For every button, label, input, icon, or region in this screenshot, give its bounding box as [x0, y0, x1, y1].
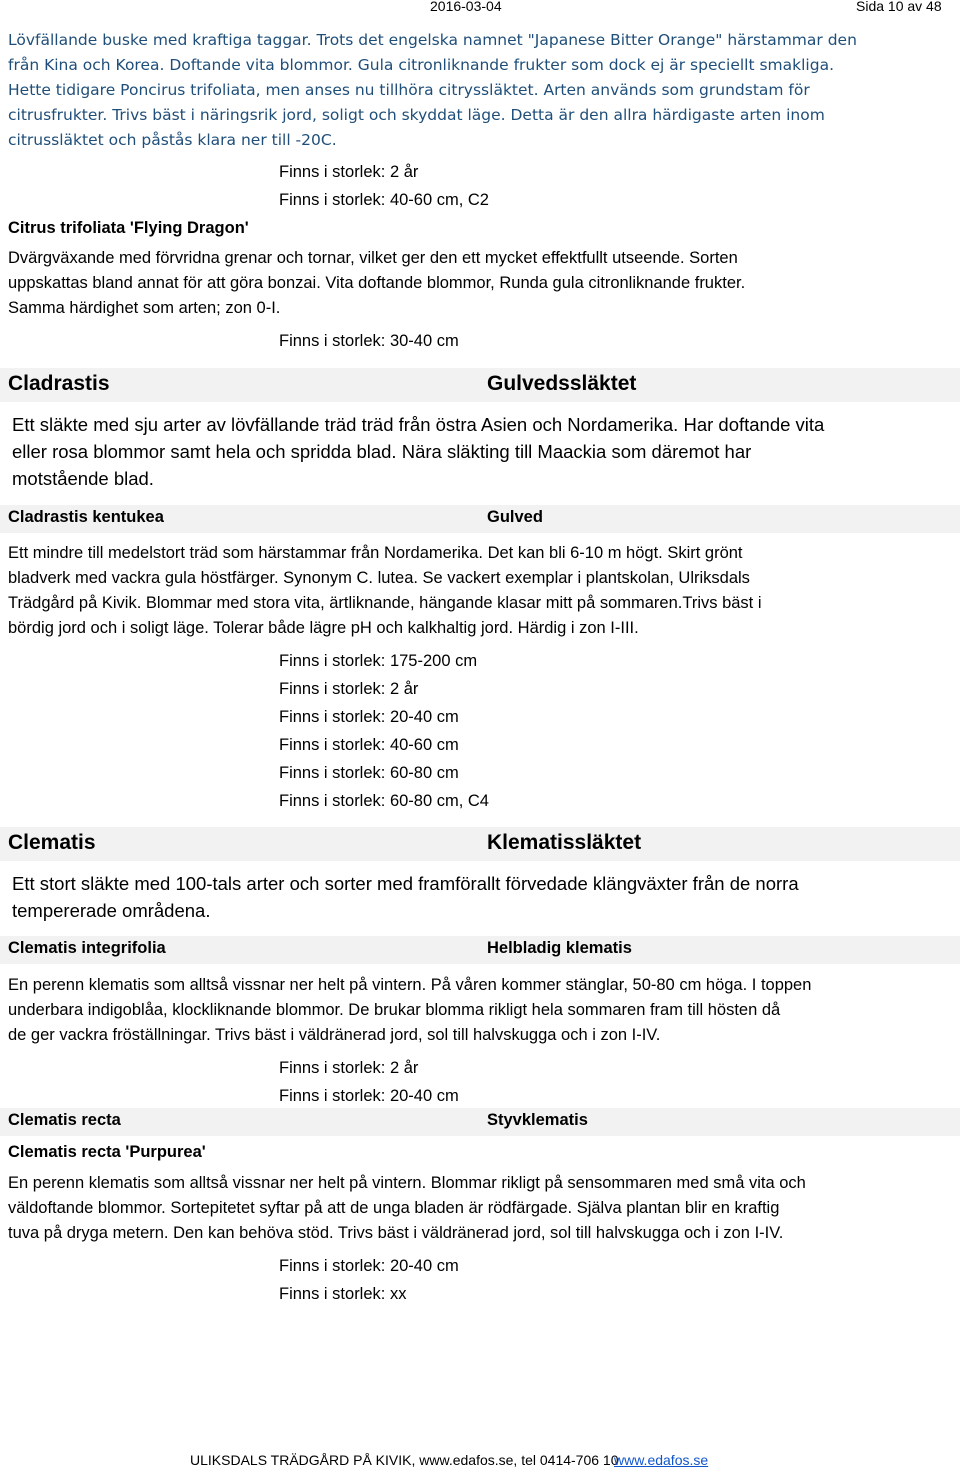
- species-description: [8, 1171, 948, 1246]
- footer-text: ULIKSDALS TRÄDGÅRD PÅ KIVIK, www.edafos.se, tel 0414-706 10: [190, 1452, 619, 1468]
- size-option: Finns i storlek: 20-40 cm: [279, 1257, 459, 1275]
- genus-name: Cladrastis: [8, 372, 110, 395]
- description-line: Samma härdighet som arten; zon 0-I.: [8, 299, 281, 317]
- description-line: En perenn klematis som alltså vissnar ner helt på vintern. På våren kommer stänglar, 50-80 cm höga. I toppen: [8, 976, 812, 994]
- description-line: tempererade områdena.: [12, 900, 211, 921]
- description-line: En perenn klematis som alltså vissnar ner helt på vintern. Blommar rikligt på sensommaren med små vita och: [8, 1174, 806, 1192]
- description-line: eller rosa blommor samt hela och spridda blad. Nära släkting till Maackia som däremot har: [12, 441, 752, 462]
- species-header-band: [0, 1108, 960, 1136]
- size-option: Finns i storlek: 60-80 cm: [279, 764, 459, 782]
- genus-common-name: Gulvedssläktet: [487, 372, 637, 395]
- size-option: Finns i storlek: 175-200 cm: [279, 652, 478, 670]
- description-line: Ett mindre till medelstort träd som härstammar från Nordamerika. Det kan bli 6-10 m högt. Skirt grönt: [8, 544, 743, 562]
- size-option: Finns i storlek: 2 år: [279, 680, 419, 698]
- species-description: [8, 973, 948, 1048]
- species-description: [8, 246, 948, 321]
- genus-common-name: Klematissläktet: [487, 831, 642, 854]
- description-line: motstående blad.: [12, 468, 154, 489]
- species-description: [8, 541, 948, 641]
- species-name: Citrus trifoliata 'Flying Dragon': [8, 219, 249, 237]
- intro-paragraph: [8, 28, 948, 153]
- description-line: Trädgård på Kivik. Blommar med stora vita, ärtliknande, hängande klasar mitt på sommaren.Trivs bäst i: [8, 594, 762, 612]
- description-line: Ett släkte med sju arter av lövfällande träd träd från östra Asien och Nordamerika. Har doftande vita: [12, 414, 825, 435]
- species-name: Clematis recta 'Purpurea': [8, 1143, 206, 1161]
- description-line: bördig jord och i soligt läge. Tolerar både lägre pH och kalkhaltig jord. Härdig i zon I-III.: [8, 619, 639, 637]
- size-option: Finns i storlek: xx: [279, 1285, 407, 1303]
- intro-line: citrussläktet och påstås klara ner till -20C.: [8, 131, 337, 149]
- size-option: Finns i storlek: 20-40 cm: [279, 708, 459, 726]
- description-line: bladverk med vackra gula höstfärger. Synonym C. lutea. Se vackert exemplar i plantskolan, Ulriksdals: [8, 569, 750, 587]
- intro-line: från Kina och Korea. Doftande vita blommor. Gula citronliknande frukter som dock ej är speciellt smakliga.: [8, 56, 834, 74]
- species-common-name: Helbladig klematis: [487, 939, 632, 957]
- genus-name: Clematis: [8, 831, 96, 854]
- description-line: väldoftande blommor. Sortepitetet syftar på att de unga bladen är rödfärgade. Själva plantan blir en kraftig: [8, 1199, 780, 1217]
- species-common-name: Styvklematis: [487, 1111, 588, 1129]
- description-line: underbara indigoblåa, klockliknande blommor. De brukar blomma rikligt hela sommaren fram till hösten då: [8, 1001, 781, 1019]
- genus-header-band: [0, 368, 960, 402]
- genus-description: [12, 411, 942, 492]
- page-number: Sida 10 av 48: [856, 0, 942, 14]
- species-name: Cladrastis kentukea: [8, 508, 164, 526]
- size-option: Finns i storlek: 2 år: [279, 163, 419, 181]
- header-date: 2016-03-04: [430, 0, 502, 14]
- genus-header-band: [0, 827, 960, 861]
- description-line: uppskattas bland annat för att göra bonzai. Vita doftande blommor, Runda gula citronliknande frukter.: [8, 274, 746, 292]
- size-option: Finns i storlek: 60-80 cm, C4: [279, 792, 489, 810]
- description-line: Dvärgväxande med förvridna grenar och tornar, vilket ger den ett mycket effektfullt utseende. Sorten: [8, 249, 738, 267]
- size-option: Finns i storlek: 20-40 cm: [279, 1087, 459, 1105]
- description-line: de ger vackra fröställningar. Trivs bäst i väldränerad jord, sol till halvskugga och i zon I-IV.: [8, 1026, 661, 1044]
- intro-line: Lövfällande buske med kraftiga taggar. Trots det engelska namnet "Japanese Bitter Orange" härstammar den: [8, 31, 857, 49]
- size-option: Finns i storlek: 2 år: [279, 1059, 419, 1077]
- intro-line: Hette tidigare Poncirus trifoliata, men anses nu tillhöra citryssläktet. Arten används som grundstam för: [8, 81, 810, 99]
- species-name: Clematis integrifolia: [8, 939, 166, 957]
- size-option: Finns i storlek: 40-60 cm, C2: [279, 191, 489, 209]
- size-option: Finns i storlek: 30-40 cm: [279, 332, 459, 350]
- description-line: tuva på dryga metern. Den kan behöva stöd. Trivs bäst i väldränerad jord, sol till halvskugga och i zon I-IV.: [8, 1224, 784, 1242]
- size-option: Finns i storlek: 40-60 cm: [279, 736, 459, 754]
- intro-line: citrusfrukter. Trivs bäst i näringsrik jord, soligt och skyddat läge. Detta är den allra härdigaste arten inom: [8, 106, 825, 124]
- genus-description: [12, 870, 942, 924]
- species-name: Clematis recta: [8, 1111, 121, 1129]
- description-line: Ett stort släkte med 100-tals arter och sorter med framförallt förvedade klängväxter från de norra: [12, 873, 799, 894]
- footer-website-link[interactable]: www.edafos.se: [614, 1452, 709, 1468]
- species-common-name: Gulved: [487, 508, 543, 526]
